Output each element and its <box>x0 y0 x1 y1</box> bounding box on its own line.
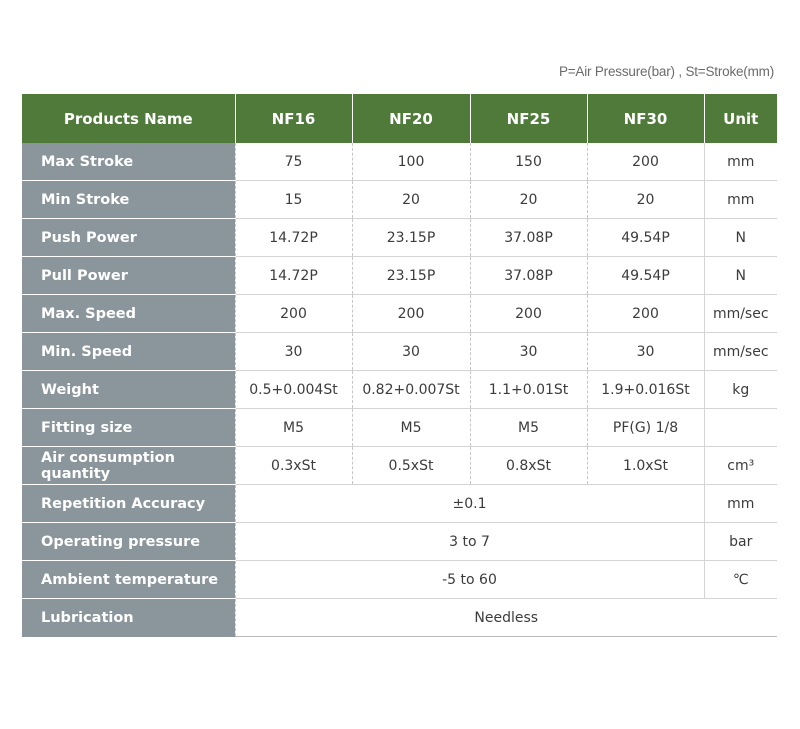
table-row <box>22 371 777 409</box>
table-header-row <box>22 94 777 143</box>
header-model-nf30: NF30 <box>587 94 704 143</box>
spec-table <box>22 94 777 637</box>
row-label: Operating pressure <box>22 523 235 561</box>
header-model-nf20: NF20 <box>352 94 470 143</box>
table-cell: 200 <box>235 295 352 333</box>
table-cell: 0.82+0.007St <box>352 371 470 409</box>
table-cell: 1.0xSt <box>587 447 704 485</box>
table-cell: 0.5xSt <box>352 447 470 485</box>
header-unit: Unit <box>704 94 777 143</box>
table-row <box>22 257 777 295</box>
table-cell: 37.08P <box>470 257 587 295</box>
row-label: Max Stroke <box>22 143 235 181</box>
table-cell: 30 <box>235 333 352 371</box>
row-label: Lubrication <box>22 599 235 637</box>
table-row <box>22 561 777 599</box>
table-cell: 37.08P <box>470 219 587 257</box>
table-cell: 1.1+0.01St <box>470 371 587 409</box>
units-legend-note: P=Air Pressure(bar) , St=Stroke(mm) <box>558 64 774 79</box>
row-label: Weight <box>22 371 235 409</box>
row-label: Max. Speed <box>22 295 235 333</box>
table-cell: 200 <box>587 143 704 181</box>
table-row <box>22 219 777 257</box>
table-row <box>22 143 777 181</box>
merged-value-cell: ±0.1 <box>235 485 704 523</box>
row-label: Ambient temperature <box>22 561 235 599</box>
table-cell: 30 <box>470 333 587 371</box>
unit-cell: ℃ <box>704 561 777 599</box>
table-row <box>22 181 777 219</box>
table-cell: 20 <box>587 181 704 219</box>
unit-cell: N <box>704 257 777 295</box>
table-cell: 49.54P <box>587 257 704 295</box>
merged-value-cell: Needless <box>235 599 777 637</box>
row-label: Repetition Accuracy <box>22 485 235 523</box>
table-cell: 200 <box>352 295 470 333</box>
unit-cell: cm³ <box>704 447 777 485</box>
table-cell: 15 <box>235 181 352 219</box>
row-label: Pull Power <box>22 257 235 295</box>
header-model-nf16: NF16 <box>235 94 352 143</box>
unit-cell: mm <box>704 181 777 219</box>
unit-cell: mm/sec <box>704 333 777 371</box>
table-cell: 20 <box>470 181 587 219</box>
header-products-name: Products Name <box>22 94 235 143</box>
table-cell: 30 <box>352 333 470 371</box>
unit-cell: mm <box>704 485 777 523</box>
table-cell: 1.9+0.016St <box>587 371 704 409</box>
table-cell: 23.15P <box>352 219 470 257</box>
table-row <box>22 333 777 371</box>
row-label: Min Stroke <box>22 181 235 219</box>
unit-cell <box>704 409 777 447</box>
row-label: Min. Speed <box>22 333 235 371</box>
table-row <box>22 409 777 447</box>
table-cell: 14.72P <box>235 219 352 257</box>
table-row <box>22 599 777 637</box>
row-label: Air consumption quantity <box>22 447 235 485</box>
table-cell: 200 <box>587 295 704 333</box>
unit-cell: N <box>704 219 777 257</box>
table-row <box>22 523 777 561</box>
table-cell: M5 <box>235 409 352 447</box>
table-cell: 30 <box>587 333 704 371</box>
unit-cell: mm <box>704 143 777 181</box>
table-cell: 49.54P <box>587 219 704 257</box>
table-cell: 0.3xSt <box>235 447 352 485</box>
table-cell: 150 <box>470 143 587 181</box>
table-cell: 0.8xSt <box>470 447 587 485</box>
table-cell: 100 <box>352 143 470 181</box>
table-cell: 75 <box>235 143 352 181</box>
unit-cell: bar <box>704 523 777 561</box>
table-cell: 0.5+0.004St <box>235 371 352 409</box>
unit-cell: mm/sec <box>704 295 777 333</box>
table-row <box>22 295 777 333</box>
table-cell: M5 <box>352 409 470 447</box>
merged-value-cell: -5 to 60 <box>235 561 704 599</box>
table-cell: 200 <box>470 295 587 333</box>
table-cell: 23.15P <box>352 257 470 295</box>
table-cell: 20 <box>352 181 470 219</box>
table-cell: M5 <box>470 409 587 447</box>
table-cell: PF(G) 1/8 <box>587 409 704 447</box>
row-label: Fitting size <box>22 409 235 447</box>
merged-value-cell: 3 to 7 <box>235 523 704 561</box>
header-model-nf25: NF25 <box>470 94 587 143</box>
table-row <box>22 485 777 523</box>
row-label: Push Power <box>22 219 235 257</box>
unit-cell: kg <box>704 371 777 409</box>
table-row <box>22 447 777 485</box>
table-cell: 14.72P <box>235 257 352 295</box>
